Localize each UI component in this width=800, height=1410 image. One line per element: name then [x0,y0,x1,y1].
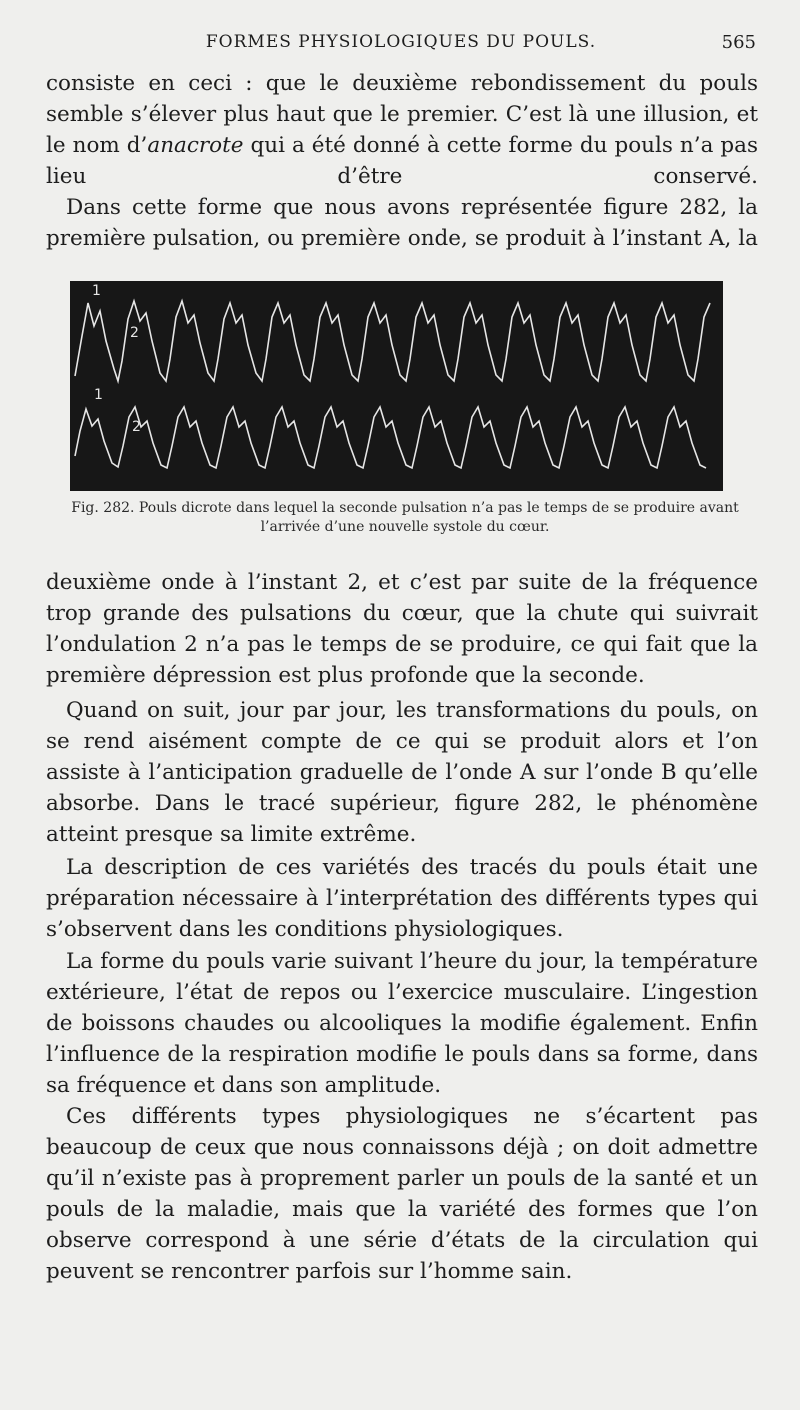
paragraph-5: La description de ces variétés des tracés du pouls était une préparation nécessaire à l’interprétation des différents types qui s’observent dans les conditions physiologiques. [46,855,758,942]
running-title: FORMES PHYSIOLOGIQUES DU POULS. [205,32,597,52]
paragraph-2: Dans cette forme que nous avons représentée figure 282, la première pulsation, ou première onde, se produit à l’instant A, la [46,195,758,251]
paragraph-4: Quand on suit, jour par jour, les transformations du pouls, on se rend aisément compte de ce qui se produit alors et l’on assiste à l’anticipation graduelle de l’onde A sur l’onde B qu’elle absorbe. Dans le tracé supérieur, figure 282, le phénomène atteint presque sa limite extrême. [46,698,758,847]
paragraph-1-part-a: consiste en ceci : que le deuxième rebondissement du pouls semble s’élever plus haut que le premier. C’est là une illusion, et le nom d’ [46,71,758,158]
page-number: 565 [721,32,756,53]
upper-trace-label-1: 1 [92,283,101,299]
paragraph-1-part-b: qui a été donné à cette forme du pouls n’a pas lieu d’être conservé. [46,133,759,189]
pulse-tracing-image [70,281,723,491]
paragraph-6: La forme du pouls varie suivant l’heure du jour, la température extérieure, l’état de repos ou l’exercice musculaire. L’ingestion de boissons chaudes ou alcooliques la modifie également. Enfin l’influence de la respiration modifie le pouls dans sa forme, dans sa fréquence et dans son amplitude. [46,949,758,1098]
term-anacrote: anacrote [147,133,244,158]
figure-caption-label: Fig. 282. [71,500,135,516]
lower-trace-label-2: 2 [132,419,141,435]
lower-trace-label-1: 1 [94,387,103,403]
paragraph-3: deuxième onde à l’instant 2, et c’est par suite de la fréquence trop grande des pulsations du cœur, que la chute qui suivrait l’ondulation 2 n’a pas le temps de se produire, ce qui fait que la première dépression est plus profonde que la seconde. [46,570,758,688]
paragraph-1 [46,68,758,192]
pulse-tracing-figure [70,281,723,491]
figure-caption-text: Pouls dicrote dans lequel la seconde pulsation n’a pas le temps de se produire avant l’arrivée d’une nouvelle systole du cœur. [138,500,739,535]
upper-trace-label-2: 2 [130,325,139,341]
running-head [46,30,756,58]
paragraph-7: Ces différents types physiologiques ne s’écartent pas beaucoup de ceux que nous connaissons déjà ; on doit admettre qu’il n’existe pas à proprement parler un pouls de la santé et un pouls de la maladie, mais que la variété des formes que l’on observe correspond à une série d’états de la circulation qui peuvent se rencontrer parfois sur l’homme sain. [46,1104,758,1284]
figure-caption [60,499,750,537]
